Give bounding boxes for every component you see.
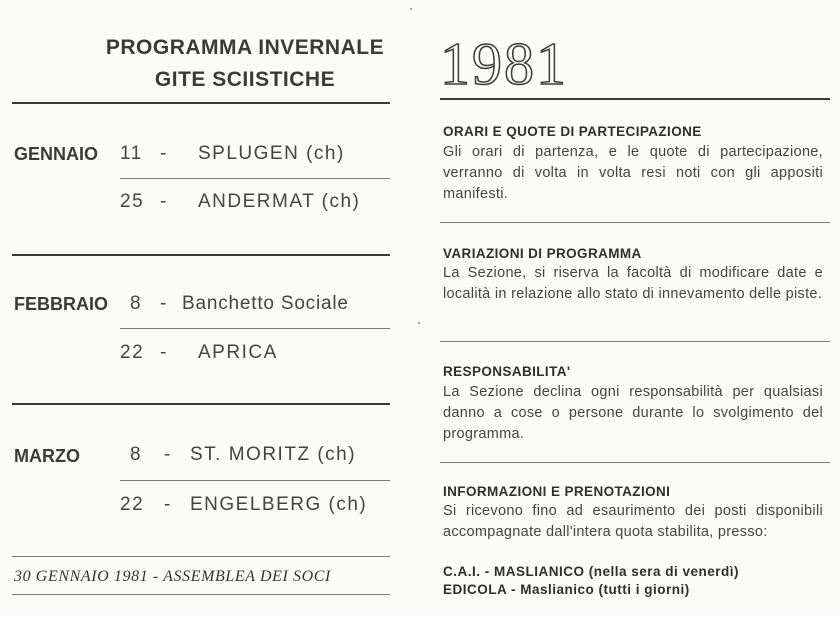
section-title: ORARI E QUOTE DI PARTECIPAZIONE	[443, 124, 702, 139]
divider	[440, 98, 830, 100]
section-body: La Sezione, si riserva la facoltà di modificare date e località in relazione allo stato di innevamento delle piste.	[443, 265, 823, 302]
trip-day: 22	[120, 342, 145, 363]
divider	[12, 403, 390, 405]
month-febbraio: FEBBRAIO	[14, 294, 108, 314]
trip-day: 11	[120, 143, 143, 164]
trip-dash: -	[160, 293, 167, 314]
contact-line: EDICOLA - Maslianico (tutti i giorni)	[443, 582, 690, 597]
trip-dash: -	[164, 494, 171, 515]
contact-line: C.A.I. - MASLIANICO (nella sera di venerdì)	[443, 564, 740, 579]
trip-dash: -	[160, 143, 167, 164]
assembly-note: 30 GENNAIO 1981 - ASSEMBLEA DEI SOCI	[14, 568, 331, 585]
divider	[120, 480, 390, 481]
divider	[120, 328, 390, 329]
section-title: INFORMAZIONI E PRENOTAZIONI	[443, 484, 671, 499]
trip-dash: -	[160, 191, 167, 212]
print-speck	[410, 8, 412, 10]
divider	[12, 254, 390, 256]
trip-place: ENGELBERG (ch)	[190, 494, 368, 515]
divider	[12, 556, 390, 557]
trip-day: 22	[120, 494, 145, 515]
print-speck	[418, 322, 420, 324]
program-title-line2: GITE SCIISTICHE	[154, 68, 336, 91]
divider	[440, 222, 830, 223]
divider	[120, 178, 390, 179]
trip-dash: -	[164, 444, 171, 465]
section-title: VARIAZIONI DI PROGRAMMA	[443, 246, 642, 261]
month-gennaio: GENNAIO	[14, 144, 99, 164]
trip-day: 8	[130, 444, 143, 465]
program-title-line1: PROGRAMMA INVERNALE	[105, 36, 385, 59]
trip-place: Banchetto Sociale	[182, 293, 349, 314]
trip-place: APRICA	[198, 342, 278, 363]
trip-place: ST. MORITZ (ch)	[190, 444, 357, 465]
section-title: RESPONSABILITA'	[443, 364, 571, 379]
divider	[440, 462, 830, 463]
section-body: La Sezione declina ogni responsabilità per qualsiasi danno a cose o persone durante lo svolgimento del programma.	[443, 384, 823, 442]
section-body: Si ricevono fino ad esaurimento dei posti disponibili accompagnate dall'intera quota stabilita, presso:	[443, 503, 823, 540]
year-heading: 1981	[440, 31, 568, 97]
section-body: Gli orari di partenza, e le quote di partecipazione, verranno di volta in volta resi noti con gli appositi manifesti.	[443, 144, 823, 202]
divider	[12, 594, 390, 595]
trip-day: 25	[120, 191, 145, 212]
month-marzo: MARZO	[14, 446, 80, 466]
trip-place: ANDERMAT (ch)	[198, 191, 361, 212]
trip-dash: -	[160, 342, 167, 363]
divider	[12, 102, 390, 104]
divider	[440, 341, 830, 342]
trip-place: SPLUGEN (ch)	[198, 143, 345, 164]
trip-day: 8	[130, 293, 143, 314]
